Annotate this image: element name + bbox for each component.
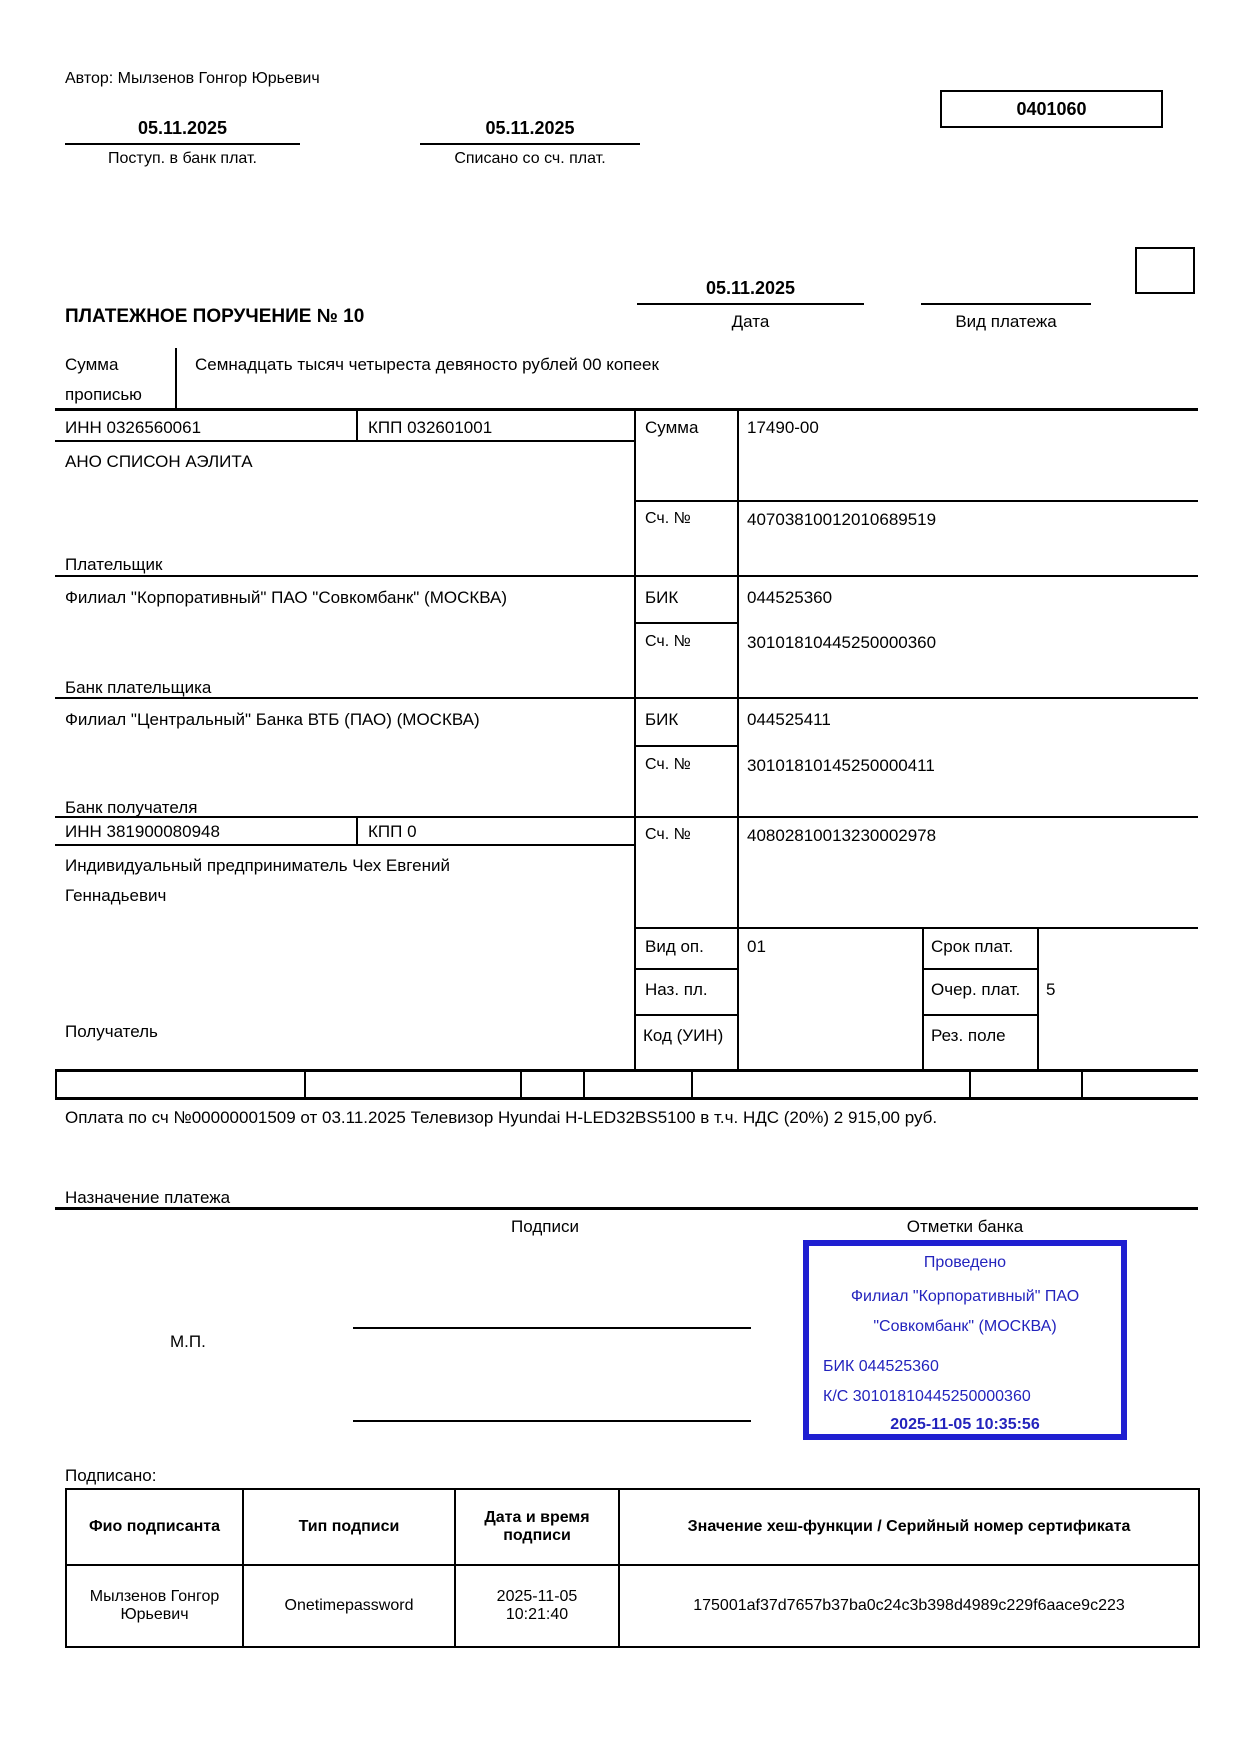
payer-bank-account: 30101810445250000360 bbox=[747, 633, 937, 652]
vid-op-label: Вид оп. bbox=[645, 937, 704, 956]
signer-fio: Мылзенов Гонгор Юрьевич bbox=[66, 1565, 243, 1647]
payer-account-label: Сч. № bbox=[645, 510, 691, 527]
received-date: 05.11.2025 bbox=[137, 118, 228, 138]
payee-bank-bik-label: БИК bbox=[645, 710, 679, 729]
payee-name-line2: Геннадьевич bbox=[65, 886, 167, 905]
payer-kpp: КПП 032601001 bbox=[368, 418, 493, 437]
column-header-hash: Значение хеш-функции / Серийный номер сертификата bbox=[619, 1489, 1199, 1565]
received-date-underline bbox=[65, 143, 300, 145]
column-header-type: Тип подписи bbox=[243, 1489, 455, 1565]
debited-date-label: Списано со сч. плат. bbox=[454, 150, 606, 167]
signatures-table-header-row bbox=[66, 1489, 1199, 1565]
bank-stamp bbox=[803, 1240, 1127, 1440]
stamp-status: Проведено bbox=[923, 1254, 1007, 1271]
document-date: 05.11.2025 bbox=[705, 278, 796, 298]
amount-words-divider bbox=[175, 348, 177, 410]
fields-strip-divider bbox=[1081, 1069, 1083, 1097]
srok-plat-label: Срок плат. bbox=[931, 937, 1014, 956]
author-line: Автор: Мылзенов Гонгор Юрьевич bbox=[65, 70, 320, 87]
rez-pole-label: Рез. поле bbox=[931, 1026, 1006, 1045]
column-header-datetime: Дата и время подписи bbox=[455, 1489, 619, 1565]
payer-bank-name: Филиал "Корпоративный" ПАО "Совкомбанк" (МОСКВА) bbox=[65, 588, 508, 607]
document-date-underline bbox=[637, 303, 864, 305]
stamp-bik: БИК 044525360 bbox=[823, 1358, 939, 1375]
label-column-right-line bbox=[737, 408, 739, 1069]
signatures-table-row bbox=[66, 1565, 1199, 1647]
payee-bank-name: Филиал "Центральный" Банка ВТБ (ПАО) (МОСКВА) bbox=[65, 710, 480, 729]
ocher-plat-label: Очер. плат. bbox=[931, 980, 1021, 999]
ocher-plat-value: 5 bbox=[1046, 980, 1056, 999]
naz-pl-label: Наз. пл. bbox=[645, 980, 708, 999]
debited-date-underline bbox=[420, 143, 640, 145]
stamp-corr-account: К/С 30101810445250000360 bbox=[823, 1388, 1031, 1405]
payer-bank-section-line bbox=[55, 697, 1198, 699]
amount-words-text: Семнадцать тысяч четыреста девяносто рублей 00 копеек bbox=[195, 355, 659, 374]
fields-strip-divider bbox=[691, 1069, 693, 1097]
payer-bank-bik: 044525360 bbox=[747, 588, 833, 607]
payee-bank-account: 30101810145250000411 bbox=[747, 756, 935, 775]
payee-bank-account-label: Сч. № bbox=[645, 756, 691, 773]
payee-inn: ИНН 381900080948 bbox=[65, 822, 220, 841]
document-date-label: Дата bbox=[731, 312, 770, 331]
signature-date: 2025-11-05 bbox=[496, 1588, 578, 1605]
signature-line-2 bbox=[353, 1420, 751, 1422]
document-title: ПЛАТЕЖНОЕ ПОРУЧЕНИЕ № 10 bbox=[65, 306, 365, 327]
payer-inn: ИНН 0326560061 bbox=[65, 418, 202, 437]
seal-place-label: М.П. bbox=[170, 1332, 206, 1351]
amount-row-underline bbox=[634, 500, 1198, 502]
table-top-line bbox=[55, 408, 1198, 411]
payer-bank-label: Банк плательщика bbox=[65, 678, 212, 697]
fields-strip-divider bbox=[583, 1069, 585, 1097]
amount-value: 17490-00 bbox=[747, 418, 819, 437]
vid-op-top-line bbox=[634, 927, 1198, 929]
ocher-bottom-line bbox=[922, 1014, 1037, 1016]
signature-time: 10:21:40 bbox=[505, 1606, 569, 1623]
payer-section-line bbox=[55, 575, 1198, 577]
payee-inn-underline bbox=[55, 844, 634, 846]
payment-type-label: Вид платежа bbox=[955, 312, 1057, 331]
payer-name: АНО СПИСОН АЭЛИТА bbox=[65, 452, 253, 471]
received-date-label: Поступ. в банк плат. bbox=[108, 150, 257, 167]
signatures-table bbox=[65, 1488, 1200, 1648]
stamp-datetime: 2025-11-05 10:35:56 bbox=[890, 1416, 1040, 1433]
debited-date: 05.11.2025 bbox=[485, 118, 575, 138]
payee-label: Получатель bbox=[65, 1022, 158, 1041]
fields-strip-divider bbox=[55, 1069, 57, 1097]
payee-kpp: КПП 0 bbox=[368, 822, 417, 841]
payee-bank-bik-underline bbox=[634, 745, 739, 747]
fields-strip-top-line bbox=[55, 1069, 1198, 1072]
fields-strip-divider bbox=[304, 1069, 306, 1097]
label-column-left-line bbox=[634, 408, 636, 1069]
amount-label: Сумма bbox=[645, 418, 699, 437]
payee-account-label: Сч. № bbox=[645, 826, 691, 843]
signature-type: Onetimepassword bbox=[243, 1565, 455, 1647]
payment-type-underline bbox=[921, 303, 1091, 305]
amount-words-label-1: Сумма bbox=[65, 355, 119, 374]
payee-bank-section-line bbox=[55, 816, 1198, 818]
kod-uin-label: Код (УИН) bbox=[643, 1026, 724, 1045]
purpose-underline bbox=[55, 1207, 1198, 1210]
bank-marks-label: Отметки банка bbox=[906, 1217, 1024, 1236]
form-code-box bbox=[940, 90, 1163, 128]
vid-op-value: 01 bbox=[747, 937, 766, 956]
naz-pl-bottom-line bbox=[634, 1014, 739, 1016]
fields-strip-bottom-line bbox=[55, 1097, 1198, 1100]
srok-column-left-line bbox=[922, 927, 924, 1069]
purpose-text: Оплата по сч №00000001509 от 03.11.2025 Телевизор Hyundai H-LED32BS5100 в т.ч. НДС (20%) 2 915,00 руб. bbox=[65, 1108, 938, 1127]
payer-bank-bik-label: БИК bbox=[645, 588, 679, 607]
vid-op-bottom-line bbox=[634, 968, 739, 970]
signature-datetime bbox=[455, 1565, 619, 1647]
stamp-bank-line1: Филиал "Корпоративный" ПАО bbox=[850, 1288, 1080, 1305]
stamp-bank-line2: "Совкомбанк" (МОСКВА) bbox=[873, 1318, 1057, 1335]
payer-account: 40703810012010689519 bbox=[747, 510, 937, 529]
payer-bank-bik-underline bbox=[634, 622, 739, 624]
signatures-label: Подписи bbox=[511, 1217, 579, 1236]
purpose-label: Назначение платежа bbox=[65, 1188, 231, 1207]
payment-type-checkbox bbox=[1135, 247, 1195, 294]
amount-words-label-2: прописью bbox=[65, 385, 142, 404]
srok-column-right-line bbox=[1037, 927, 1039, 1069]
fields-strip-divider bbox=[520, 1069, 522, 1097]
payer-bank-account-label: Сч. № bbox=[645, 633, 691, 650]
signature-hash: 175001af37d7657b37ba0c24c3b398d4989c229f6aace9c223 bbox=[619, 1565, 1199, 1647]
payee-account: 40802810013230002978 bbox=[747, 826, 937, 845]
srok-bottom-line bbox=[922, 968, 1037, 970]
column-header-fio: Фио подписанта bbox=[66, 1489, 243, 1565]
payee-name-line1: Индивидуальный предприниматель Чех Евгений bbox=[65, 856, 450, 875]
payee-bank-label: Банк получателя bbox=[65, 798, 198, 817]
signature-line-1 bbox=[353, 1327, 751, 1329]
payer-label: Плательщик bbox=[65, 555, 163, 574]
payee-inn-kpp-divider bbox=[356, 816, 358, 846]
fields-strip-divider bbox=[969, 1069, 971, 1097]
signed-label: Подписано: bbox=[65, 1466, 157, 1485]
payer-inn-kpp-divider bbox=[356, 408, 358, 442]
payee-bank-bik: 044525411 bbox=[747, 710, 831, 729]
payer-inn-underline bbox=[55, 440, 634, 442]
form-code: 0401060 bbox=[1016, 99, 1087, 119]
